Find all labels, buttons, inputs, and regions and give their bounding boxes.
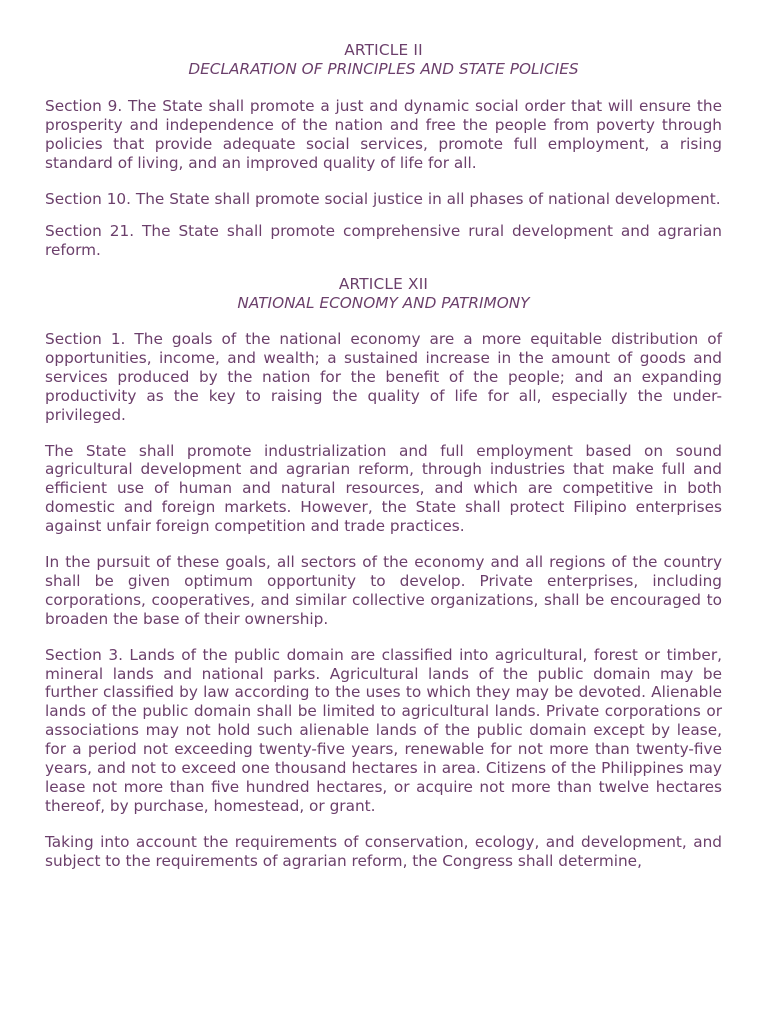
article-xii-title: ARTICLE XII: [338, 275, 429, 294]
section-1-paragraph: Section 1. The goals of the national economy are a more equitable distribution of opportunities, income, and wealth; a sustained increase in the amount of goods and services produced by the nation for the benefit of the people; and an expanding productivity as the key to raising the quality of life for all, especially the under-privileged.: [45, 329, 722, 424]
pursuit-of-goals-paragraph: In the pursuit of these goals, all sectors of the economy and all regions of the country shall be given optimum opportunity to develop. Private enterprises, including corporations, cooperatives, and similar collective organizations, shall be encouraged to broaden the base of their ownership.: [45, 553, 722, 628]
section-9-paragraph: Section 9. The State shall promote a just and dynamic social order that will ensure the prosperity and independence of the nation and free the people from poverty through policies that provide adequate social services, promote full employment, a rising standard of living, and an improved quality of life for all.: [45, 96, 722, 172]
section-10-paragraph: Section 10. The State shall promote social justice in all phases of national development.: [45, 190, 721, 209]
conservation-paragraph: Taking into account the requirements of conservation, ecology, and development, and subject to the requirements of agrarian reform, the Congress shall determine,: [45, 832, 722, 870]
article-xii-heading: [45, 275, 722, 313]
industrialization-paragraph: The State shall promote industrialization and full employment based on sound agricultural development and agrarian reform, through industries that make full and efficient use of human and natural resources, and which are competitive in both domestic and foreign markets. However, the State shall protect Filipino enterprises against unfair foreign competition and trade practices.: [45, 441, 722, 536]
section-3-paragraph: Section 3. Lands of the public domain are classified into agricultural, forest or timber, mineral lands and national parks. Agricultural lands of the public domain may be further classified by law according to the uses to which they may be devoted. Alienable lands of the public domain shall be limited to agricultural lands. Private corporations or associations may not hold such alienable lands of the public domain except by lease, for a period not exceeding twenty-five years, renewable for not more than twenty-five years, and not to exceed one thousand hectares in area. Citizens of the Philippines may lease not more than five hundred hectares, or acquire not more than twelve hectares thereof, by purchase, homestead, or grant.: [45, 645, 722, 815]
article-ii-subtitle: DECLARATION OF PRINCIPLES AND STATE POLICIES: [188, 59, 579, 78]
article-ii-title: ARTICLE II: [344, 41, 423, 59]
section-21-paragraph: Section 21. The State shall promote comprehensive rural development and agrarian reform.: [45, 222, 722, 260]
document-page: [45, 41, 722, 871]
article-xii-subtitle: NATIONAL ECONOMY AND PATRIMONY: [237, 294, 530, 313]
article-ii-heading: [45, 41, 722, 79]
